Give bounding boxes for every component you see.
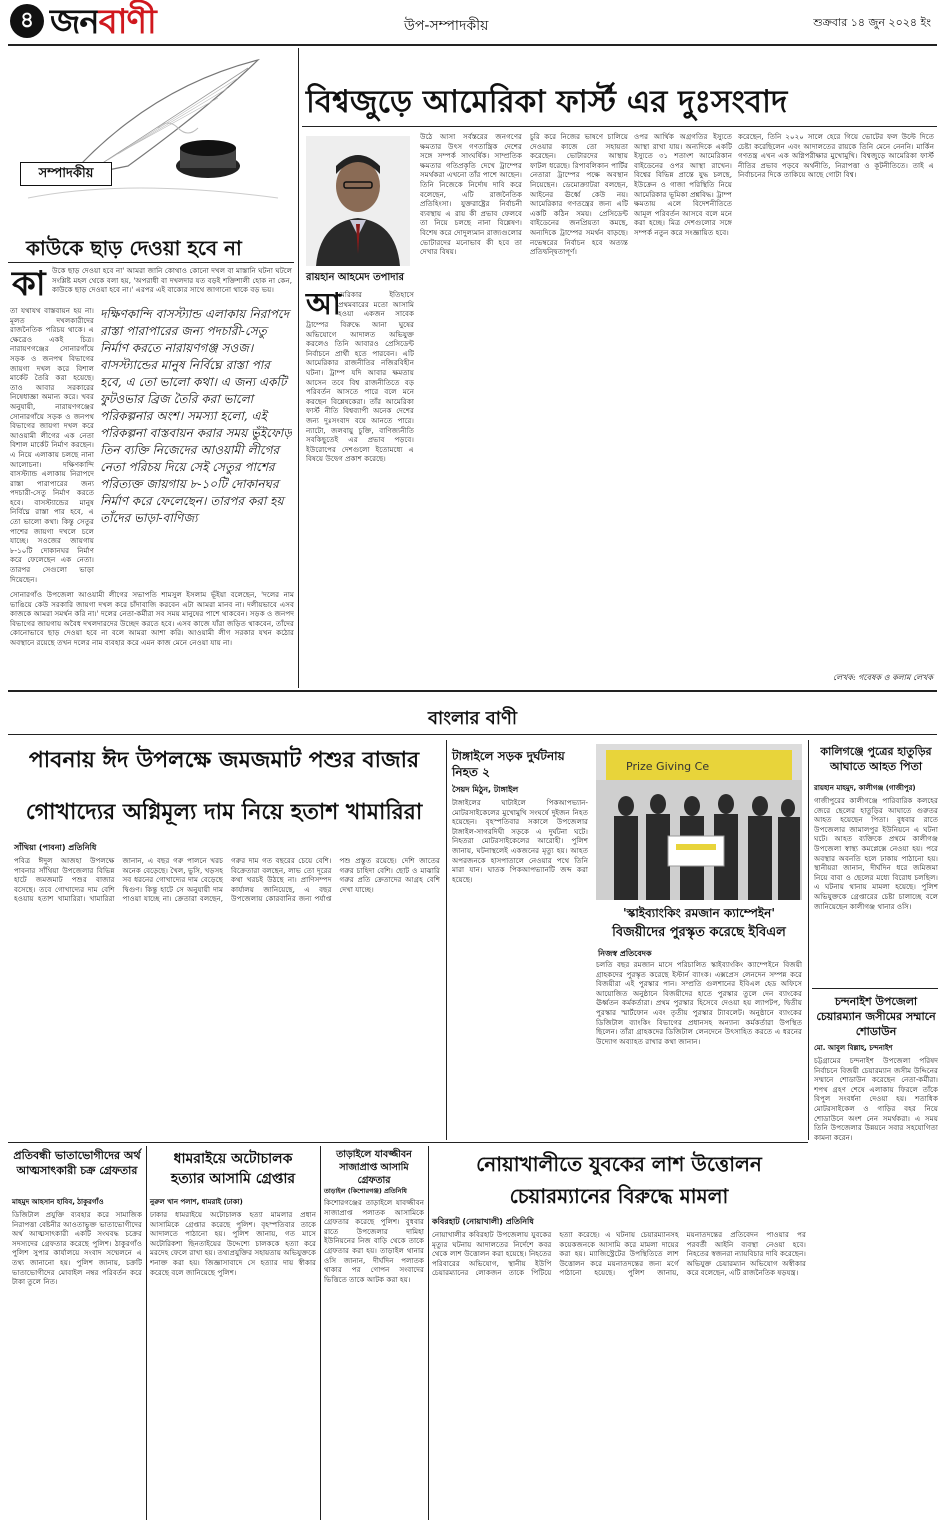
column-headline-rule [302,126,937,127]
section-label: উপ-সম্পাদকীয় [404,18,489,34]
story8-byline: কবিরহাট (নোয়াখালী) প্রতিনিধি [432,1217,534,1226]
story5-byline: মাহমুদ আহসান হাবিব, ঠাকুরগাঁও [12,1198,104,1206]
column-col-2: উঠে আসা সর্বস্তরের জনগণের ক্ষমতার উৎস গণতান্ত্রিক দেশের সঙ্গে সম্পর্ক সাংঘর্ষিক। সাম্প্রতিক ক্ষমতার গতিপ্রকৃতি দেখে ট্রাম্পের সমর্থকরা এখনো তাঁর পাশে আছেন। তিনি নিজেকে নির্দোষ দাবি করে বলেছেন, এটি রাজনৈতিক প্রতিহিংসা। যুক্তরাষ্ট্রের নির্বাচনী ব্যবস্থায় এ রায় কী প্রভাব ফেলবে তা নিয়ে চলছে নানা বিশ্লেষণ। বিশেষ করে দোদুল্যমান রাজ্যগুলোর ভোটারদের মনোভাব কী হবে তা দেখার বিষয়। [420,132,522,257]
photo-story-divider [808,740,809,1140]
section-rule [8,690,937,692]
newspaper-logo [50,2,156,42]
column-col-5: করেছেন, তিনি ২০২০ সালে হেরে গিয়ে ভোটের ফল উল্টে দিতে চেষ্টা করেছিলেন এবং আদালতের রায়কে তিনি মেনে নেননি। মার্কিন গণতন্ত্র এখন এক অগ্নিপরীক্ষার মুখোমুখি। বিশ্বজুড়ে আমেরিকা ফার্স্ট নীতির প্রভাব পড়বে অর্থনীতি, নিরাপত্তা ও কূটনীতিতে। তাই এ নির্বাচনের দিকে তাকিয়ে আছে গোটা বিশ্ব। [738,132,934,180]
story1-body: পবিত্র ঈদুল আজহা উপলক্ষে পাবনার সাঁথিয়া উপজেলার বিভিন্ন হাটে জমজমাট পশুর বাজার বসেছে। তবে গোখাদ্যের দাম বেশি হওয়ায় হতাশ খামারিরা। খামারিরা জানান, এ বছর গরু পালনে খরচ অনেক বেড়েছে। খৈল, ভুসি, খড়সহ সব ধরনের গোখাদ্যের দাম বেড়েছে দ্বিগুণ। কিন্তু হাটে সে অনুযায়ী দাম পাওয়া যাচ্ছে না। ক্রেতারা বলছেন, গরুর দাম গত বছরের চেয়ে বেশি। বিক্রেতারা বলছেন, লাভ তো দূরের কথা খরচই উঠছে না। প্রাণিসম্পদ কার্যালয় জানিয়েছে, এ বছর উপজেলায় কোরবানির জন্য পর্যাপ্ত পশু প্রস্তুত রয়েছে। দেশি জাতের গরুর চাহিদা বেশি। ছোট ও মাঝারি গরুর প্রতি ক্রেতাদের আগ্রহ বেশি দেখা যাচ্ছে। [14,856,440,904]
story4-headline: চন্দনাইশ উপজেলা চেয়ারম্যান জসীমের সম্মানে শোডাউন [816,995,936,1038]
editorial-lead: উকে ছাড় দেওয়া হবে না' আমরা জানি কোথাও কোনো দখল বা মাস্তানি ঘটনা ঘটলে সংশ্লিষ্ট মহল থেকে বলা হয়, 'অপরাধী বা দখলদার যত বড়ই শক্তিশালী হোক না কেন, কাউকে ছাড় দেওয়া হবে না।' এরপর এই বাক্যের সাথে জাগানো থাকে বড় ভয়। [52,266,292,295]
story1-byline: সাঁথিয়া (পাবনা) প্রতিনিধি [14,843,97,852]
editorial-headline: কাউকে ছাড় দেওয়া হবে না [26,236,242,260]
editorial-column-divider [298,48,299,688]
photo-story-headline-2: বিজয়ীদের পুরস্কৃত করেছে ইবিএল [612,925,786,940]
story4-byline: মো. আবুল বিল্লাহ, চন্দনাইশ [814,1044,893,1052]
lower-rule [8,1142,808,1143]
story4-body: চট্টগ্রামের চন্দনাইশ উপজেলা পরিষদ নির্বাচনে বিজয়ী চেয়ারম্যান জসীম উদ্দিনের সম্মানে শোডাউন করেছেন নেতা-কর্মীরা। শপথ গ্রহণ শেষে এলাকায় ফিরলে তাঁকে বিপুল সংবর্ধনা দেওয়া হয়। শতাধিক মোটরসাইকেল ও গাড়ির বহর নিয়ে শোডাউনে অংশ নেন সমর্থকরা। এ সময় তিনি উপজেলার উন্নয়নে সবার সহযোগিতা কামনা করেন। [814,1056,938,1142]
story3-body: গাজীপুরের কালীগঞ্জে পারিবারিক কলহের জেরে ছেলের হাতুড়ির আঘাতে গুরুতর আহত হয়েছেন পিতা। বুধবার রাতে উপজেলার জামালপুর ইউনিয়নে এ ঘটনা ঘটে। আহত ব্যক্তিকে প্রথমে কালীগঞ্জ উপজেলা স্বাস্থ্য কমপ্লেক্সে নেওয়া হয়। পরে অবস্থার অবনতি হলে ঢাকায় পাঠানো হয়। স্থানীয়রা জানান, দীর্ঘদিন ধরে জমিজমা নিয়ে বাবা ও ছেলের মধ্যে বিরোধ চলছিল। এ ঘটনায় থানায় মামলা হয়েছে। পুলিশ অভিযুক্তকে গ্রেপ্তারের চেষ্টা চালাচ্ছে বলে জানিয়েছেন কালীগঞ্জ থানার ওসি। [814,796,938,911]
story7-byline: তাড়াইল (কিশোরগঞ্জ) প্রতিনিধি [324,1187,407,1195]
story2-headline: টাঙ্গাইলে সড়ক দুর্ঘটনায় নিহত ২ [452,749,565,779]
editorial-body-2: সোনারগাঁও উপজেলা আওয়ামী লীগের সভাপতি শামসুল ইসলাম ভূঁইয়া বলেছেন, 'দলের নাম ভাঙিয়ে কেউ সরকারি জায়গা দখল করে চাঁদাবাজি করবেন এটা আমরা মানব না। দলীয়ভাবে এসব কাজকে আমরা সমর্থন করি না।' দলের নেতা-কর্মীরা সব সময় মানুষের পাশে থাকবেন। সড়ক ও জনপদ বিভাগের জায়গায় অবৈধ দখলদারদের উচ্ছেদ করতে হবে। এসব কাজে যাঁরা জড়িত থাকবেন, তাঁদের কোনোভাবে ছাড় দেওয়া হবে না বলে আমরা আশা করি। আওয়ামী লীগ সরকার যখন কঠোর অবস্থানে রয়েছে তখন দলের নাম ব্যবহার করে এমন কাজ মেনে নেওয়া যায় না। [10,590,294,647]
editorial-pullquote: দক্ষিণকান্দি বাসস্ট্যান্ড এলাকায় নিরাপদে রাস্তা পারাপারের জন্য পদচারী-সেতু নির্মাণ করতে নারায়ণগঞ্জ সওজ। বাসস্ট্যান্ডের মানুষ নির্বিঘ্নে রাস্তা পার হবে, এ তো ভালো কথা। এ জন্য একটি ফুটওভার ব্রিজ তৈরি করা ভালো পরিকল্পনার অংশ। সমস্যা হলো, এই পরিকল্পনা বাস্তবায়ন করার সময় ভুঁইফোড় তিন ব্যক্তি নিজেদের আওয়ামী লীগের নেতা পরিচয় দিয়ে সেই সেতুর পাশের পরিত্যক্ত জায়গায় ৮-১০টি দোকানঘর নির্মাণ করে ফেলেছেন। তারপর করা হয় তাঁদের ভাড়া-বাণিজ্য [100,307,292,525]
logo-part-1: জন [50,2,99,42]
story5-divider [146,1146,147,1520]
story7-body: কিশোরগঞ্জের তাড়াইলে যাবজ্জীবন সাজাপ্রাপ্ত পলাতক আসামিকে গ্রেফতার করেছে পুলিশ। বুধবার রাতে উপজেলার দামিহা ইউনিয়নের নিজ বাড়ি থেকে তাকে গ্রেফতার করা হয়। তাড়াইল থানার ওসি জানান, দীর্ঘদিন পলাতক থাকার পর গোপন সংবাদের ভিত্তিতে তাকে আটক করা হয়। [324,1198,424,1284]
column-author: রায়হান আহমেদ তপাদার [306,272,404,283]
author-photo [306,136,410,266]
award-ceremony-photo [596,744,802,900]
photo-banner-text: Prize Giving Ce [626,760,710,773]
column-col-4: ওপর আর্থিক অগ্রগতির ইস্যুতে আস্থা রাখা যায়। অন্যদিকে একটি ইস্যুতে ৩১ শতাংশ আমেরিকান বাইডেনের ওপর আস্থা রাখেন। বিশ্বের বিভিন্ন প্রান্তে যুদ্ধ চলছে, ইউক্রেন ও গাজা পরিস্থিতি নিয়ে আমেরিকার ভূমিকা প্রশ্নবিদ্ধ। ট্রাম্প ক্ষমতায় এলে বিদেশনীতিতে আমূল পরিবর্তন আসবে বলে মনে করা হচ্ছে। মিত্র দেশগুলোর সঙ্গে সম্পর্ক নতুন করে সংজ্ঞায়িত হবে। [634,132,732,237]
story3-headline: কালিগঞ্জে পুত্রের হাতুড়ির আঘাতে আহত পিতা [820,745,932,773]
issue-date: শুক্রবার ১৪ জুন ২০২৪ ইং [813,16,931,29]
column-col-3: চুরি করে নিজের ভাষণে চালিয়ে দেওয়ার কাজে তো সহায়তা করেছেন। ভোটারদের আস্থায় ফাটল ধরেছে। রিপাবলিকান পার্টির নেতারা ট্রাম্পের পক্ষে অবস্থান নিয়েছেন। ডেমোক্র্যাটরা বলছেন, আইনের ঊর্ধ্বে কেউ নয়। আমেরিকার গণতন্ত্রের জন্য এটি একটি কঠিন সময়। প্রেসিডেন্ট বাইডেনের জনপ্রিয়তা কমছে, অন্যদিকে ট্রাম্পের সমর্থন বাড়ছে। নভেম্বরের নির্বাচন হবে অত্যন্ত প্রতিদ্বন্দ্বিতাপূর্ণ। [530,132,628,257]
editorial-dropcap: কা [12,264,46,304]
photo-story-image [596,744,802,900]
photo-story-headline-1: 'স্কাইব্যাংকিং রমজান ক্যাম্পেইন' [623,906,775,920]
story5-body: ডিজিটাল প্রযুক্তি ব্যবহার করে সামাজিক নিরাপত্তা বেষ্টনীর আওতাভুক্ত ভাতাভোগীদের অর্থ আত্মসাৎকারী একটি সংঘবদ্ধ চক্রের সদস্যদের গ্রেফতার করেছে পুলিশ। ঠাকুরগাঁও পুলিশ সুপার কার্যালয়ে সংবাদ সম্মেলনে এ তথ্য জানানো হয়। পুলিশ জানায়, চক্রটি ভাতাভোগীদের মোবাইল নম্বর পরিবর্তন করে টাকা তুলে নিত। [12,1210,142,1287]
story6-headline-1: ধামরাইয়ে অটোচালক [173,1151,293,1167]
photo-story-byline: নিজস্ব প্রতিবেদক [598,949,652,958]
logo-part-2: বাণী [98,2,156,42]
story1-headline-2: গোখাদ্যের অগ্নিমূল্য দাম নিয়ে হতাশ খামারিরা [25,800,423,825]
author-portrait [306,136,410,266]
photo-story-body: চলতি বছর রমজান মাসে পরিচালিত স্কাইব্যাংকিং ক্যাম্পেইনে বিজয়ী গ্রাহকদের পুরস্কৃত করেছে ইস্টার্ন ব্যাংক। এক্সপ্রেস লেনদেন সম্পন্ন করে বিজয়ীরা এই পুরস্কার পান। সম্প্রতি গুলশানের ইবিএল হেড অফিসে আয়োজিত অনুষ্ঠানে বিজয়ীদের হাতে পুরস্কার তুলে দেন ব্যাংকের ঊর্ধ্বতন কর্মকর্তারা। প্রথম পুরস্কার হিসেবে দেওয়া হয় ল্যাপটপ, দ্বিতীয় পুরস্কার স্মার্টফোন এবং তৃতীয় পুরস্কার ট্যাবলেট। অনুষ্ঠানে ব্যাংকের ডিজিটাল ব্যাংকিং বিভাগের প্রধানসহ অন্যান্য কর্মকর্তারা উপস্থিত ছিলেন। তাঁরা গ্রাহকদের ডিজিটাল লেনদেনে উৎসাহিত করতে এ ধরনের উদ্যোগ অব্যাহত রাখার কথা জানান। [596,960,802,1046]
story8-headline-2: চেয়ারম্যানের বিরুদ্ধে মামলা [509,1184,729,1208]
story2-body: টাঙ্গাইলের ঘাটাইলে পিকআপভ্যান-মোটরসাইকেলের মুখোমুখি সংঘর্ষে দুইজন নিহত হয়েছেন। বৃহস্পতিবার সকালে উপজেলার টাঙ্গাইল-সাগরদিঘী সড়কে এ দুর্ঘটনা ঘটে। নিহতরা মোটরসাইকেলের আরোহী। পুলিশ জানায়, ঘটনাস্থলেই একজনের মৃত্যু হয়। আহত অপরজনকে হাসপাতালে নেওয়ার পথে তিনি মারা যান। ঘাতক পিকআপভ্যানটি জব্দ করা হয়েছে। [452,798,588,884]
section-title: বাংলার বাণী [427,708,518,729]
story1-headline-1: পাবনায় ঈদ উপলক্ষে জমজমাট পশুর বাজার [28,748,420,773]
story7-divider [428,1146,429,1520]
story3-byline: রায়হান মাহমুদ, কালীগঞ্জ (গাজীপুর) [814,784,916,792]
story6-body: ঢাকার ধামরাইয়ে অটোচালক হত্যা মামলার প্রধান আসামিকে গ্রেপ্তার করেছে পুলিশ। বৃহস্পতিবার তাকে আদালতে পাঠানো হয়। পুলিশ জানায়, গত মাসে অটোরিকশা ছিনতাইয়ের উদ্দেশ্যে চালককে হত্যা করে মরদেহ ফেলে রাখা হয়। তথ্যপ্রযুক্তির সহায়তায় অভিযুক্তকে শনাক্ত করা হয়। জিজ্ঞাসাবাদে সে হত্যার দায় স্বীকার করেছে বলে জানিয়েছে পুলিশ। [150,1210,316,1277]
story8-headline-1: নোয়াখালীতে যুবকের লাশ উত্তোলন [476,1152,762,1176]
section-rule-2 [8,734,937,735]
page-number-badge: ৪ [10,4,44,38]
story6-headline-2: হত্যার আসামি গ্রেপ্তার [170,1171,296,1187]
story7-headline: তাড়াইলে যাবজ্জীবন সাজাপ্রাপ্ত আসামি গ্রেফতার [336,1149,412,1186]
story8-body: নোয়াখালীর কবিরহাট উপজেলায় যুবকের মৃত্যুর ঘটনায় আদালতের নির্দেশে কবর থেকে লাশ উত্তোলন করা হয়েছে। নিহতের পরিবারের অভিযোগ, স্থানীয় ইউপি চেয়ারম্যানের লোকজন তাকে পিটিয়ে হত্যা করেছে। এ ঘটনায় চেয়ারম্যানসহ কয়েকজনকে আসামি করে মামলা দায়ের করা হয়। ম্যাজিস্ট্রেটের উপস্থিতিতে লাশ উত্তোলন করে ময়নাতদন্তের জন্য মর্গে পাঠানো হয়েছে। পুলিশ জানায়, ময়নাতদন্তের প্রতিবেদন পাওয়ার পর পরবর্তী আইনি ব্যবস্থা নেওয়া হবে। নিহতের স্বজনরা ন্যায়বিচার দাবি করেছেন। অভিযুক্ত চেয়ারম্যান অভিযোগ অস্বীকার করে বলেছেন, এটি রাজনৈতিক ষড়যন্ত্র। [432,1230,806,1278]
masthead-rule [8,44,937,46]
editorial-banner: সম্পাদকীয় [20,162,112,186]
column-writer-note: লেখক: গবেষক ও কলাম লেখক [832,673,933,682]
editorial-body-1: তা যথাযথ বাস্তবায়ন হয় না। মূলত দখলকারীদের রাজনৈতিক পরিচয় থাকে। এ ক্ষেত্রেও একই চিত্র। নারায়ণগঞ্জের সোনারগাঁয়ে সড়ক ও জনপথ বিভাগের জায়গা দখল করে বিশাল মার্কেট তৈরি করা হয়েছে। তাও আবার সরকারের নিষেধাজ্ঞা অমান্য করে। খবর অনুযায়ী, নারায়ণগঞ্জের সোনারগাঁয়ে সড়ক ও জনপথ বিভাগের জায়গা দখল করে আওয়ামী লীগের এক নেতা বিশাল মার্কেট নির্মাণ করছেন। এ নিয়ে এলাকায় চলছে নানা আলোচনা। দক্ষিণকান্দি বাসস্ট্যান্ড এলাকায় নিরাপদে রাস্তা পারাপারের জন্য পদচারী-সেতু নির্মাণ করতে হবে। বাসস্ট্যান্ডের মানুষ নির্বিঘ্নে রাস্তা পার হবে, এ তো ভালো কথা। কিন্তু সেতুর পাশের জায়গা দখলে চলে যাচ্ছে। সওজের জায়গায় ৮-১০টি দোকানঘর নির্মাণ করে ফেলেছেন এক নেতা। তারপর সেগুলো ভাড়া দিয়েছেন। [10,306,94,584]
story1-divider [446,740,447,1140]
column-headline: বিশ্বজুড়ে আমেরিকা ফার্স্ট এর দুঃসংবাদ [306,84,788,120]
story6-divider [320,1146,321,1520]
editorial-rule [8,262,294,263]
story5-headline: প্রতিবন্ধী ভাতাভোগীদের অর্থ আত্মসাৎকারী চক্র গ্রেফতার [13,1149,141,1177]
story2-byline: সৈয়দ মিঠুন, টাঙ্গাইল [452,785,519,794]
column-col-1: ট্রাম্পের বিরুদ্ধে আনা ঘুষের অভিযোগে আদালত অভিযুক্ত করলেও তিনি আবারও প্রেসিডেন্ট নির্বাচনে প্রার্থী হতে পারবেন। এটি আমেরিকার রাজনীতির নজিরবিহীন ঘটনা। ট্রাম্প যদি আবার ক্ষমতায় আসেন তবে বিশ্ব রাজনীতিতে বড় পরিবর্তন আসতে পারে বলে মনে করছেন বিশ্লেষকেরা। তাঁর আমেরিকা ফার্স্ট নীতি বিশ্বব্যাপী অনেক দেশের জন্য দুঃসংবাদ বয়ে আনতে পারে। ন্যাটো, জলবায়ু চুক্তি, বাণিজ্যনীতি সবকিছুতেই এর প্রভাব পড়বে। ইউরোপের দেশগুলো ইতোমধ্যে এ বিষয়ে উদ্বেগ প্রকাশ করেছে। [306,320,414,464]
story4-rule [812,988,938,989]
story6-byline: নুরুল খান পলাশ, ধামরাই (ঢাকা) [150,1198,243,1206]
column-dropcap: আ [306,287,341,322]
column-intro: মেরিকার ইতিহাসে প্রথমবারের মতো আসামি হওয়া একজন সাবেক [338,290,414,318]
